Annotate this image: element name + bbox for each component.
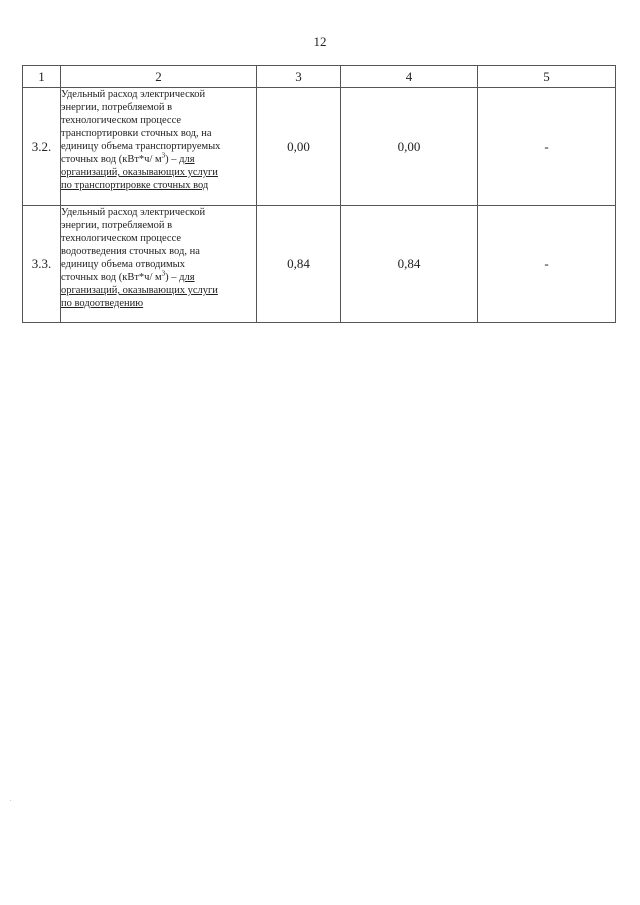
indicator-table [22, 65, 616, 323]
header-col-2: 2 [61, 66, 257, 88]
desc-line: водоотведения сточных вод, на [61, 246, 200, 257]
desc-unit-sup: 3 [161, 269, 166, 278]
desc-underlined: организаций, оказывающих услуги [61, 285, 218, 296]
value-col-5: - [478, 88, 616, 206]
header-col-3: 3 [257, 66, 341, 88]
desc-line: энергии, потребляемой в [61, 220, 173, 231]
row-number: 3.3. [23, 206, 61, 323]
header-col-4: 4 [341, 66, 478, 88]
row-description [61, 88, 257, 206]
value-col-3: 0,84 [257, 206, 341, 323]
value-col-5: - [478, 206, 616, 323]
desc-unit-prefix: сточных вод (кВт*ч/ м [61, 272, 162, 283]
table-row [23, 88, 616, 206]
desc-line: Удельный расход электрической [61, 207, 206, 218]
desc-line: транспортировки сточных вод, на [61, 128, 212, 139]
desc-underlined: для [179, 272, 195, 283]
desc-line: Удельный расход электрической [61, 89, 206, 100]
row-number: 3.2. [23, 88, 61, 206]
desc-unit-suffix: ) – [165, 272, 180, 283]
table-header-row [23, 66, 616, 88]
desc-underlined: по транспортировке сточных вод [61, 180, 209, 191]
desc-unit-prefix: сточных вод (кВт*ч/ м [61, 154, 162, 165]
desc-underlined: по водоотведению [61, 298, 144, 309]
desc-line: энергии, потребляемой в [61, 102, 173, 113]
value-col-4: 0,84 [341, 206, 478, 323]
row-description [61, 206, 257, 323]
table-row [23, 206, 616, 323]
desc-unit-sup: 3 [161, 151, 166, 160]
desc-line: единицу объема транспортируемых [61, 141, 221, 152]
desc-unit-suffix: ) – [165, 154, 180, 165]
desc-line: единицу объема отводимых [61, 259, 185, 270]
desc-underlined: организаций, оказывающих услуги [61, 167, 218, 178]
value-col-4: 0,00 [341, 88, 478, 206]
desc-line: технологическом процессе [61, 115, 182, 126]
desc-underlined: для [179, 154, 195, 165]
header-col-1: 1 [23, 66, 61, 88]
header-col-5: 5 [478, 66, 616, 88]
desc-line: технологическом процессе [61, 233, 182, 244]
scan-speck [10, 800, 11, 801]
page-number: 12 [313, 34, 327, 49]
value-col-3: 0,00 [257, 88, 341, 206]
